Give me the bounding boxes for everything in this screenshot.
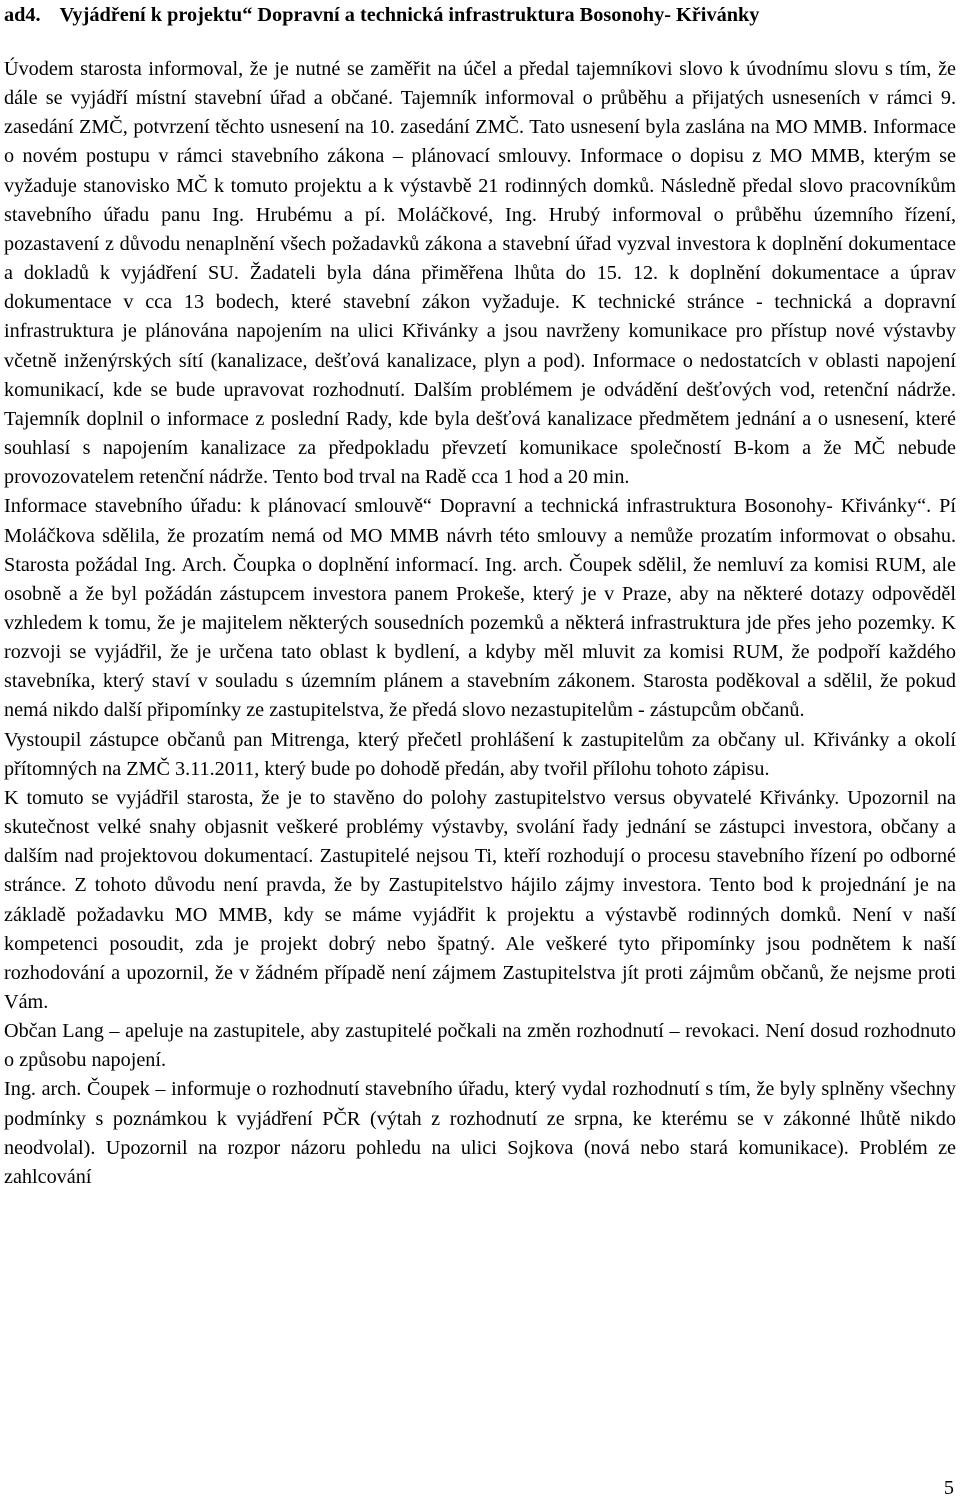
paragraph-building-office: Informace stavebního úřadu: k plánovací smlouvě“ Dopravní a technická infrastruktura Bosonohy- Křivánky“. Pí Moláčkova sdělila, že prozatím nemá od MO MMB návrh této smlouvy a nemůže prozatím informovat o obsahu. Starosta požádal Ing. Arch. Čoupka o doplnění informací. Ing. arch. Čoupek sdělil, že nemluví za komisi RUM, ale osobně a že byl požádán zástupcem investora panem Prokeše, který je v Praze, aby na některé dotazy odpověděl vzhledem k tomu, že je majitelem některých sousedních pozemků a některá infrastruktura jde přes jeho pozemky. K rozvoji se vyjádřil, že je určena tato oblast k bydlení, a kdyby měl mluvit za komisi RUM, že podpoří každého stavebníka, který staví v souladu s územním plánem a stavebním zákonem. Starosta poděkoval a sdělil, že pokud nemá nikdo další připomínky ze zastupitelstva, že předá slovo nezastupitelům - zástupcům občanů.: [4, 495, 956, 722]
document-body: [4, 55, 956, 1192]
paragraph-architect-coupek: Ing. arch. Čoupek – informuje o rozhodnutí stavebního úřadu, který vydal rozhodnutí s tím, že byly splněny všechny podmínky s poznámkou k vyjádření PČR (výtah z rozhodnutí ze srpna, ke kterému se v zákonné lhůtě nikdo neodvolal). Upozornil na rozpor názoru pohledu na ulici Sojkova (nová nebo stará komunikace). Problém ze zahlcování: [4, 1078, 956, 1188]
paragraph-citizen-representative: Vystoupil zástupce občanů pan Mitrenga, který přečetl prohlášení k zastupitelům za občany ul. Křivánky a okolí přítomných na ZMČ 3.11.2011, který bude po dohodě předán, aby tvořil přílohu tohoto zápisu.: [4, 728, 956, 780]
paragraph-mayor-response: K tomuto se vyjádřil starosta, že je to stavěno do polohy zastupitelstvo versus obyvatelé Křivánky. Upozornil na skutečnost velké snahy objasnit veškeré problémy výstavby, svolání řady jednání se zástupci investora, občany a dalším nad projektovou dokumentací. Zastupitelé nejsou Ti, kteří rozhodují o procesu stavebního řízení po odborné stránce. Z tohoto důvodu není pravda, že by Zastupitelstvo hájilo zájmy investora. Tento bod k projednání je na základě požadavku MO MMB, kdy se máme vyjádřit k projektu a výstavbě rodinných domků. Není v naší kompetenci posoudit, zda je projekt dobrý nebo špatný. Ale veškeré tyto připomínky jsou podnětem k naší rozhodování a upozornil, že v žádném případě není zájmem Zastupitelstva jít proti zájmům občanů, že nejsme proti Vám.: [4, 786, 956, 1013]
agenda-item-heading: [4, 2, 956, 28]
page-number: 5: [943, 1477, 954, 1499]
agenda-item-title: Vyjádření k projektu“ Dopravní a technická infrastruktura Bosonohy- Křivánky: [59, 4, 760, 26]
paragraph-citizen-lang: Občan Lang – apeluje na zastupitele, aby zastupitelé počkali na změn rozhodnutí – revokaci. Není dosud rozhodnuto o způsobu napojení.: [4, 1020, 956, 1072]
agenda-item-number: ad4.: [4, 4, 41, 26]
paragraph-intro: Úvodem starosta informoval, že je nutné se zaměřit na účel a předal tajemníkovi slovo k úvodnímu slovu s tím, že dále se vyjádří místní stavební úřad a občané. Tajemník informoval o průběhu a přijatých usneseních v rámci 9. zasedání ZMČ, potvrzení těchto usnesení na 10. zasedání ZMČ. Tato usnesení byla zaslána na MO MMB. Informace o novém postupu v rámci stavebního zákona – plánovací smlouvy. Informace o dopisu z MO MMB, kterým se vyžaduje stanovisko MČ k tomuto projektu a k výstavbě 21 rodinných domků. Následně předal slovo pracovníkům stavebního úřadu panu Ing. Hrubému a pí. Moláčkové, Ing. Hrubý informoval o průběhu územního řízení, pozastavení z důvodu nenaplnění všech požadavků zákona a stavební úřad vyzval investora k doplnění dokumentace a dokladů k vyjádření SU. Žadateli byla dána přiměřena lhůta do 15. 12. k doplnění dokumentace a úprav dokumentace v cca 13 bodech, které stavební zákon vyžaduje. K technické stránce - technická a dopravní infrastruktura je plánována napojením na ulici Křivánky a jsou navrženy komunikace pro přístup nové výstavby včetně inženýrských sítí (kanalizace, dešťová kanalizace, plyn a pod). Informace o nedostatcích v oblasti napojení komunikací, kde se bude upravovat rozhodnutí. Dalším problémem je odvádění dešťových vod, retenční nádrže. Tajemník doplnil o informace z poslední Rady, kde byla dešťová kanalizace předmětem jednání a o usnesení, které souhlasí s napojením kanalizace za předpokladu převzetí komunikace společností B-kom a že MČ nebude provozovatelem retenční nádrže. Tento bod trval na Radě cca 1 hod a 20 min.: [4, 58, 956, 489]
